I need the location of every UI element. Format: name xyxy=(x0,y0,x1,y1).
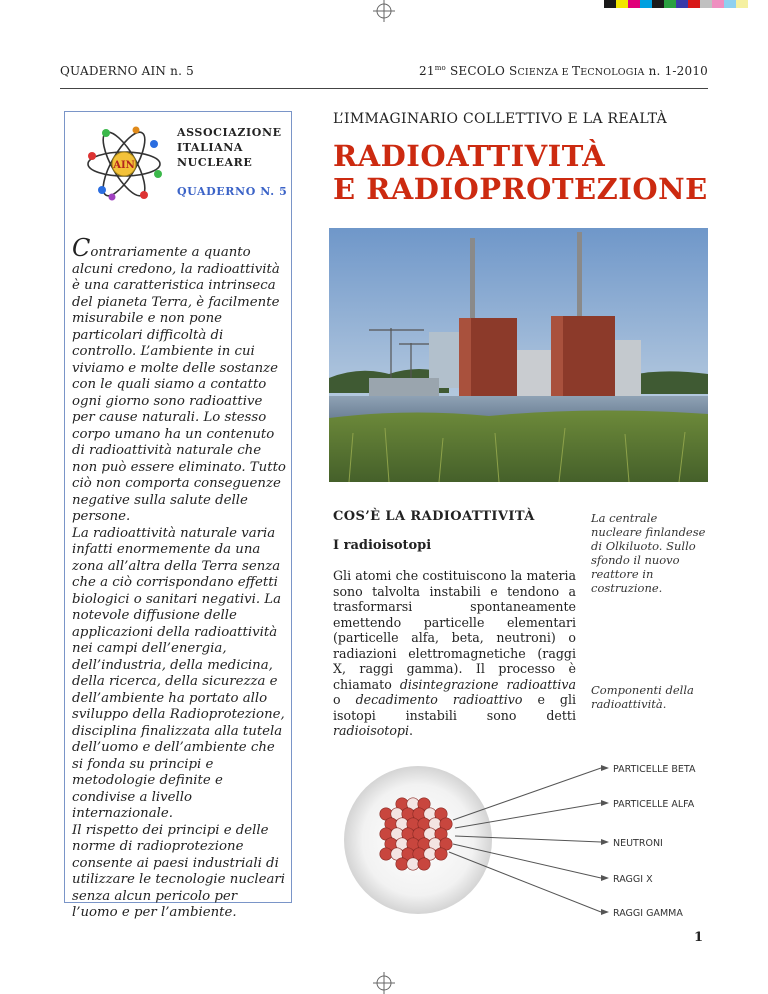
nucleon xyxy=(435,848,447,860)
radioactivity-diagram xyxy=(343,760,713,920)
nucleon xyxy=(396,858,408,870)
nucleon xyxy=(418,858,430,870)
kicker: L’IMMAGINARIO COLLETTIVO E LA REALTÀ xyxy=(333,111,668,127)
header-right: $21^{mo}$ SECOLO SCIENZA E TECNOLOGIA n. 1-2010 xyxy=(419,64,708,78)
color-calibration-bar xyxy=(604,0,748,8)
power-plant-photo xyxy=(329,228,708,482)
diagram-caption: Componenti della radioattività. xyxy=(591,683,694,711)
page-title: RADIOATTIVITÀ E RADIOPROTEZIONE xyxy=(333,139,708,206)
quaderno-number: QUADERNO N. 5 xyxy=(177,185,288,198)
label-neutroni: NEUTRONI xyxy=(613,838,663,849)
photo-caption: La centrale nucleare finlandese di Olkiluoto. Sullo sfondo il nuovo reattore in costruzione. xyxy=(591,511,706,595)
nucleus xyxy=(374,788,462,876)
label-particelle-beta: PARTICELLE BETA xyxy=(613,764,696,775)
crosshair-mark-top xyxy=(373,0,395,22)
header-rule xyxy=(60,88,708,89)
nucleon xyxy=(407,858,419,870)
header-left: QUADERNO AIN n. 5 xyxy=(60,64,194,78)
body-paragraph: Gli atomi che costituiscono la materia sono talvolta instabili e tendono a trasformarsi spontaneamente emettendo particelle elementari (particelle alfa, beta, neutroni) o radiazioni elettromagnetiche (raggi X, raggi gamma). Il processo è chiamato disintegrazione radioattiva o decadimento radioattivo e gli isotopi instabili sono detti radioisotopi. xyxy=(333,568,577,738)
crosshair-mark-bottom xyxy=(373,972,395,994)
label-raggi-gamma: RAGGI GAMMA xyxy=(613,908,683,919)
label-raggi-x: RAGGI X xyxy=(613,874,653,885)
drop-cap: C xyxy=(72,234,91,262)
nucleon xyxy=(380,848,392,860)
section-heading: COS’È LA RADIOATTIVITÀ xyxy=(333,509,535,524)
subheading: I radioisotopi xyxy=(333,538,432,553)
page-number: 1 xyxy=(694,930,704,945)
association-name: ASSOCIAZIONE ITALIANA NUCLEARE xyxy=(177,126,282,169)
logo-text: AIN xyxy=(113,160,135,171)
label-particelle-alfa: PARTICELLE ALFA xyxy=(613,799,695,810)
ain-atom-logo xyxy=(84,124,164,204)
intro-text: Contrariamente a quanto alcuni credono, la radioattività è una caratteristica intrinseca del pianeta Terra, è facilmente misurabile e non pone particolari difficoltà di controllo. L’ambiente in cui viviamo e molte delle sostanze con le quali siamo a contatto ogni giorno sono radioattive per cause naturali. Lo stesso corpo umano ha un contenuto di radioattività naturale che non può essere eliminato. Tutto ciò non comporta conseguenze negative sulla salute delle persone. La radioattività naturale varia infatti enormemente da una zona all’altra della Terra senza che a ciò corrispondano effetti biologici o sanitari negativi. La notevole diffusione delle applicazioni della radioattività nei campi dell’energia, dell’industria, della medicina, della ricerca, della sicurezza e dell’ambiente ha portato allo sviluppo della Radioprotezione, disciplina finalizzata alla tutela dell’uomo e dell’ambiente che si fonda su principi e metodologie definite e condivise a livello internazionale. Il rispetto dei principi e delle norme di radioprotezione consente ai paesi industriali di utilizzare le tecnologie nucleari senza alcun pericolo per l’uomo e per l’ambiente. xyxy=(72,234,286,920)
